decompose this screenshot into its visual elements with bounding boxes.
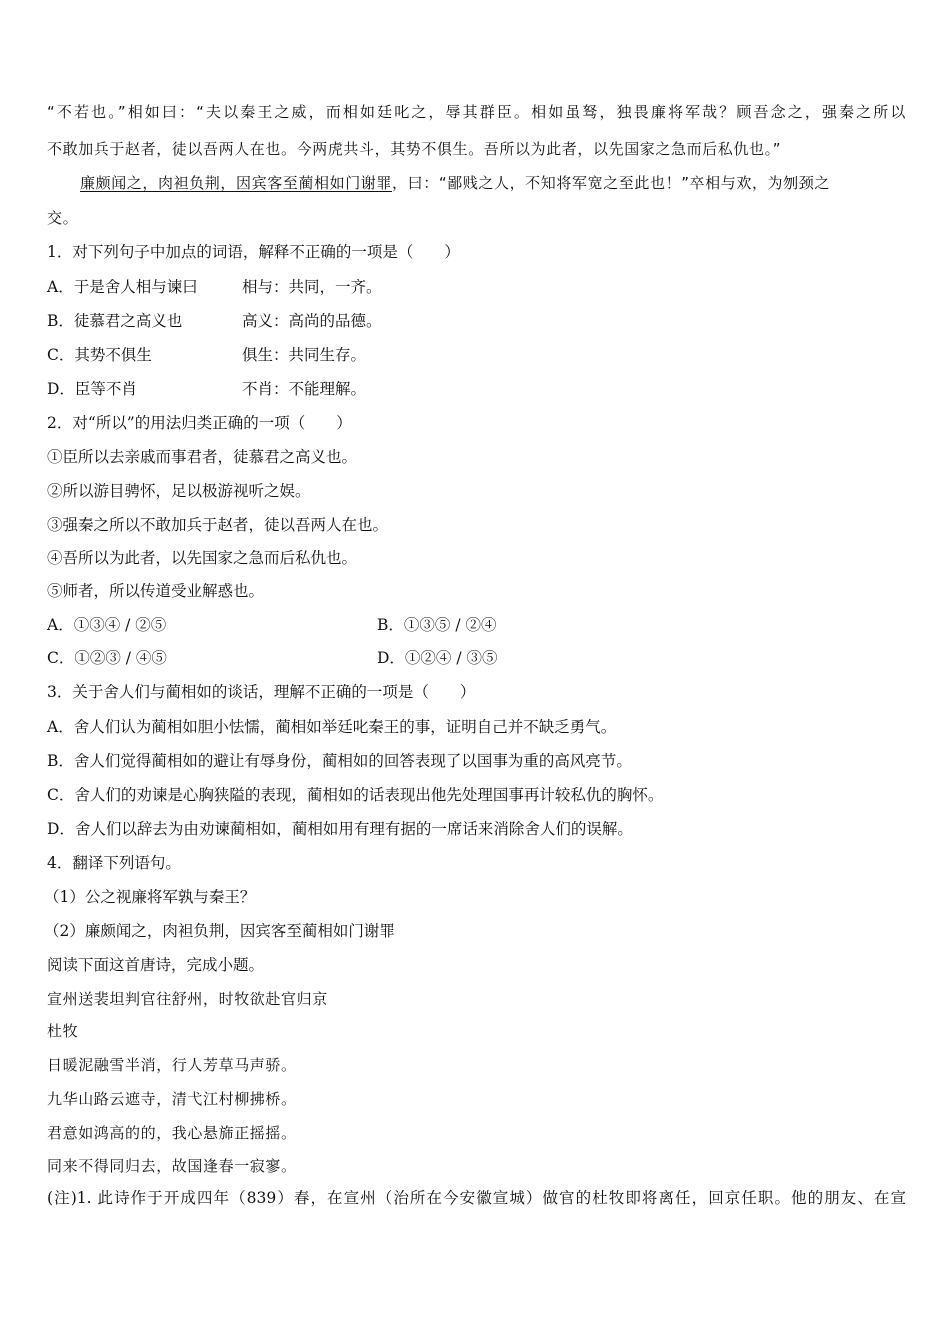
q3-option-a: A．舍人们认为蔺相如胆小怯懦，蔺相如举廷叱秦王的事，证明自己并不缺乏勇气。 [47, 718, 617, 736]
q2-sentence: ②所以游目骋怀，足以极游视听之娱。 [47, 482, 311, 500]
q1-stem: 1．对下列句子中加点的词语，解释不正确的一项是（ ） [47, 243, 460, 261]
q2-sentence: ①臣所以去亲戚而事君者，徒慕君之高义也。 [47, 448, 358, 466]
q1-option-d-explain: 不肖：不能理解。 [242, 380, 367, 398]
q3-option-d: D．舍人们以辞去为由劝谏蔺相如，蔺相如用有理有据的一席话来消除舍人们的误解。 [47, 820, 633, 838]
passage-line [80, 173, 906, 193]
poem-line: 君意如鸿高的的，我心悬旆正摇摇。 [47, 1124, 297, 1142]
q1-option-c: C．其势不俱生 [47, 346, 152, 364]
poem-line: 同来不得同归去，故国逢春一寂寥。 [47, 1157, 297, 1175]
q2-sentence: ⑤师者，所以传道受业解惑也。 [47, 582, 265, 600]
poem-line: 日暖泥融雪半消，行人芳草马声骄。 [47, 1056, 297, 1074]
q1-option-c-explain: 俱生：共同生存。 [242, 346, 367, 364]
poem-line: 九华山路云遮寺，清弋江村柳拂桥。 [47, 1090, 297, 1108]
q2-option-d: D．①②④ / ③⑤ [377, 649, 498, 667]
q2-option-a: A．①③④ / ②⑤ [47, 616, 167, 634]
q1-option-b-explain: 高义：高尚的品德。 [242, 312, 382, 330]
q2-sentence: ③强秦之所以不敢加兵于赵者，徒以吾两人在也。 [47, 516, 389, 534]
q2-option-c: C．①②③ / ④⑤ [47, 649, 167, 667]
underlined-sentence: 廉颇闻之，肉袒负荆，因宾客至蔺相如门谢罪 [80, 174, 393, 192]
q2-sentence: ④吾所以为此者，以先国家之急而后私仇也。 [47, 549, 358, 567]
q1-option-a-explain: 相与：共同，一齐。 [242, 278, 382, 296]
passage-line: 交。 [47, 209, 79, 227]
poem-author: 杜牧 [47, 1022, 79, 1040]
q3-stem: 3．关于舍人们与蔺相如的谈话，理解不正确的一项是（ ） [47, 683, 476, 701]
q1-option-b: B．徒慕君之高义也 [47, 312, 183, 330]
q3-option-b: B．舍人们觉得蔺相如的避让有辱身份，蔺相如的回答表现了以国事为重的高风亮节。 [47, 752, 632, 770]
q1-option-d: D．臣等不肖 [47, 380, 137, 398]
poem-note: (注)1. 此诗作于开成四年（839）春，在宣州（治所在今安徽宣城）做官的杜牧即将离任，回京任职。他的朋友、在宣 [47, 1189, 906, 1207]
q2-stem: 2．对“所以”的用法归类正确的一项（ ） [47, 414, 352, 432]
q4-item: （2）廉颇闻之，肉袒负荆，因宾客至蔺相如门谢罪 [44, 922, 395, 940]
passage-line: “不若也。”相如曰：“夫以秦王之威，而相如廷叱之，辱其群臣。相如虽驽，独畏廉将军哉？顾吾念之，强秦之所以 [47, 103, 906, 121]
q4-stem: 4．翻译下列语句。 [47, 854, 181, 872]
poem-title: 宣州送裴坦判官往舒州，时牧欲赴官归京 [47, 990, 328, 1008]
passage-text: ，曰：“鄙贱之人，不知将军宽之至此也！”卒相与欢，为刎颈之 [392, 174, 830, 192]
q4-item: （1）公之视廉将军孰与秦王？ [44, 888, 256, 906]
poem-intro: 阅读下面这首唐诗，完成小题。 [47, 956, 265, 974]
passage-line: 不敢加兵于赵者，徒以吾两人在也。今两虎共斗，其势不俱生。吾所以为此者，以先国家之急而后私仇也。” [47, 140, 782, 158]
q3-option-c: C．舍人们的劝谏是心胸狭隘的表现，蔺相如的话表现出他先处理国事再计较私仇的胸怀。 [47, 786, 664, 804]
q2-option-b: B．①③⑤ / ②④ [377, 616, 497, 634]
q1-option-a: A．于是舍人相与谏曰 [47, 278, 198, 296]
